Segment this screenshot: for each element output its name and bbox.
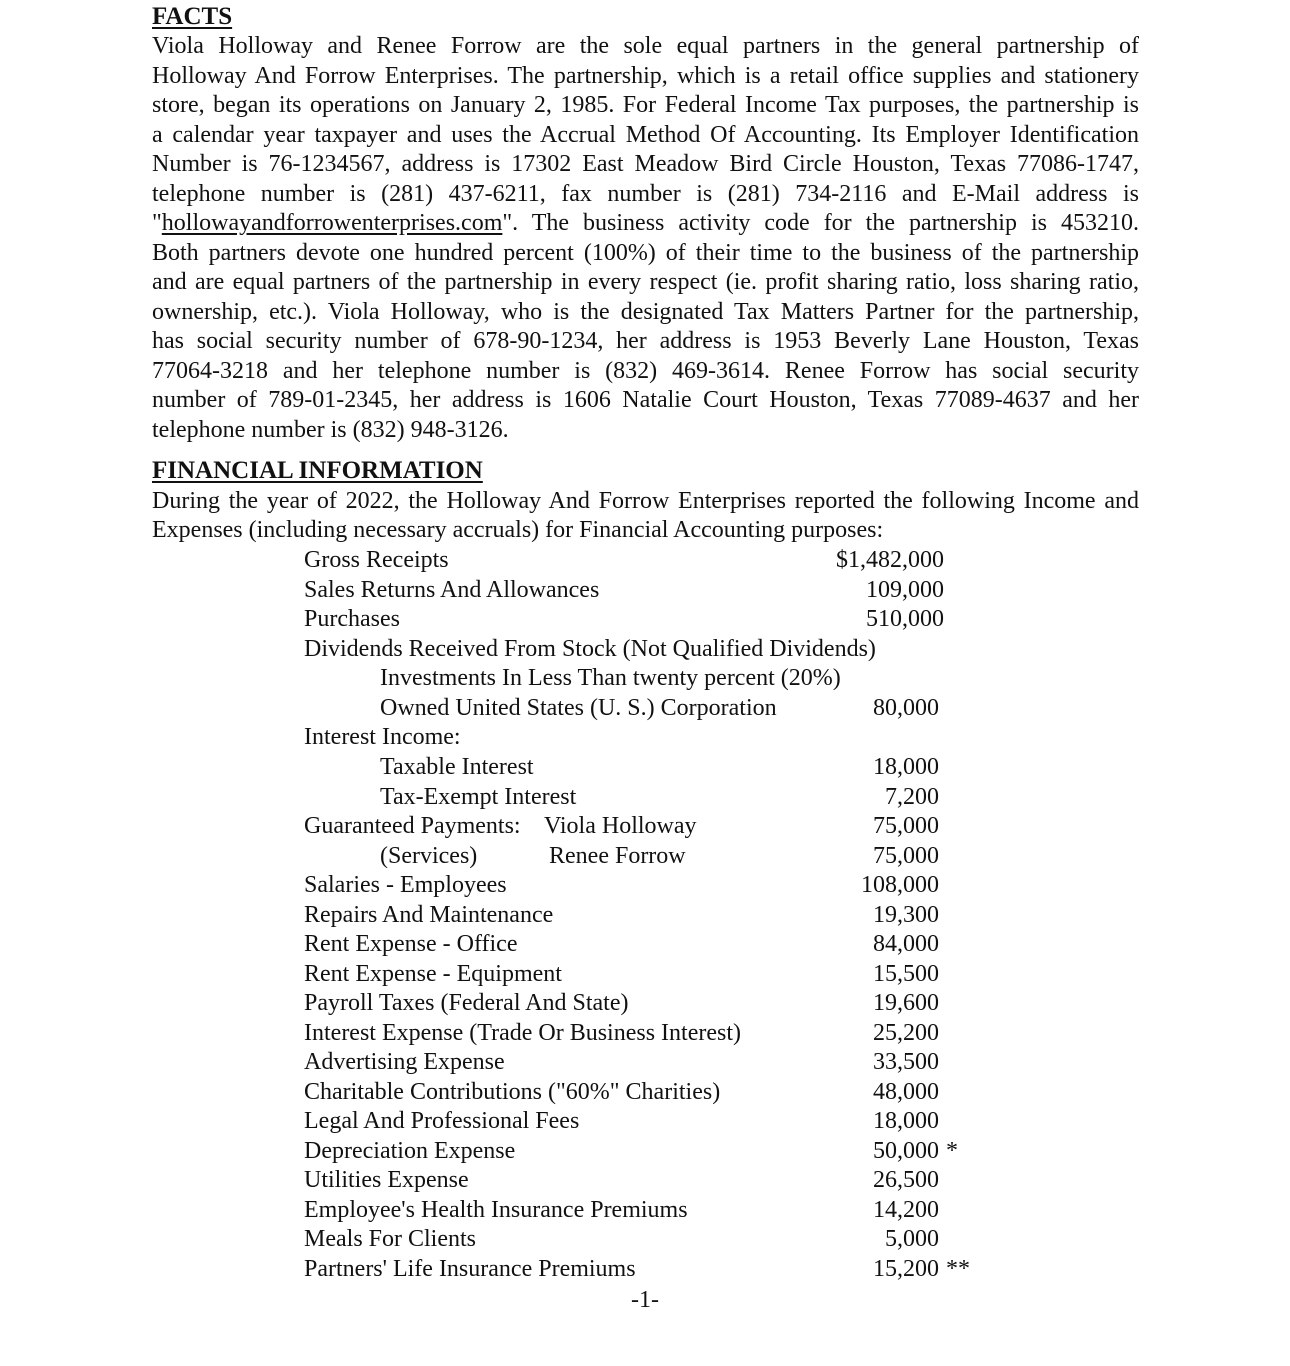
facts-line: Holloway And Forrow Enterprises. The partnership, which is a retail office supplies and stationery xyxy=(152,63,1139,89)
income-expense-row xyxy=(0,1018,1290,1048)
item-label: Tax-Exempt Interest xyxy=(380,784,577,810)
item-label: Gross Receipts xyxy=(304,547,449,573)
item-label: Depreciation Expense xyxy=(304,1138,516,1164)
item-amount: 33,500 xyxy=(873,1049,939,1075)
income-expense-row xyxy=(0,841,1290,871)
item-label: Rent Expense - Office xyxy=(304,931,518,957)
facts-line: Viola Holloway and Renee Forrow are the sole equal partners in the general partnership of xyxy=(152,33,1139,59)
item-label: Legal And Professional Fees xyxy=(304,1108,580,1134)
page-number: -1- xyxy=(631,1287,659,1313)
item-label: Employee's Health Insurance Premiums xyxy=(304,1197,688,1223)
facts-line: store, began its operations on January 2, 1985. For Federal Income Tax purposes, the partnership is xyxy=(152,92,1139,118)
item-amount: 80,000 xyxy=(873,695,939,721)
item-amount: 15,500 xyxy=(873,961,939,987)
item-amount: 75,000 xyxy=(873,813,939,839)
item-label: Partners' Life Insurance Premiums xyxy=(304,1256,636,1282)
item-amount: 75,000 xyxy=(873,843,939,869)
facts-line: ownership, etc.). Viola Holloway, who is the designated Tax Matters Partner for the partnership, xyxy=(152,299,1139,325)
income-expense-row xyxy=(0,634,1290,664)
income-expense-row xyxy=(0,1254,1290,1284)
footnote-marker: * xyxy=(946,1138,958,1164)
facts-line: a calendar year taxpayer and uses the Accrual Method Of Accounting. Its Employer Identification xyxy=(152,122,1139,148)
facts-line: has social security number of 678-90-1234, her address is 1953 Beverly Lane Houston, Texas xyxy=(152,328,1139,354)
item-amount: 26,500 xyxy=(873,1167,939,1193)
financial-heading: FINANCIAL INFORMATION xyxy=(152,457,483,484)
income-expense-row xyxy=(0,663,1290,693)
item-amount: 5,000 xyxy=(885,1226,939,1252)
income-expense-row xyxy=(0,693,1290,723)
income-expense-row xyxy=(0,811,1290,841)
item-label: Dividends Received From Stock (Not Qualified Dividends) xyxy=(304,636,876,662)
footnote-marker: ** xyxy=(946,1256,970,1282)
item-amount: 50,000 xyxy=(873,1138,939,1164)
item-label: Guaranteed Payments: xyxy=(304,813,521,839)
income-expense-row xyxy=(0,722,1290,752)
facts-line: telephone number is (832) 948-3126. xyxy=(152,417,509,443)
income-expense-row xyxy=(0,929,1290,959)
income-expense-row xyxy=(0,1077,1290,1107)
item-label: Meals For Clients xyxy=(304,1226,476,1252)
item-label: Salaries - Employees xyxy=(304,872,507,898)
facts-line: Number is 76-1234567, address is 17302 East Meadow Bird Circle Houston, Texas 77086-1747, xyxy=(152,151,1139,177)
item-label: Advertising Expense xyxy=(304,1049,505,1075)
income-expense-row xyxy=(0,870,1290,900)
income-expense-row xyxy=(0,988,1290,1018)
quote-mark: " xyxy=(152,210,162,236)
item-label: Charitable Contributions ("60%" Charities) xyxy=(304,1079,721,1105)
item-label: Taxable Interest xyxy=(380,754,534,780)
income-expense-row xyxy=(0,1047,1290,1077)
email-address-link[interactable]: hollowayandforrowenterprises.com xyxy=(161,210,503,236)
financial-intro-line: Expenses (including necessary accruals) for Financial Accounting purposes: xyxy=(152,517,884,543)
item-label: Owned United States (U. S.) Corporation xyxy=(380,695,777,721)
facts-email-line xyxy=(152,208,1139,238)
partner-name: Renee Forrow xyxy=(549,843,686,869)
item-amount: 7,200 xyxy=(885,784,939,810)
item-label: Purchases xyxy=(304,606,400,632)
item-amount: 84,000 xyxy=(873,931,939,957)
income-expense-row xyxy=(0,545,1290,575)
item-label: (Services) xyxy=(380,843,478,869)
item-amount: 14,200 xyxy=(873,1197,939,1223)
item-amount: 18,000 xyxy=(873,754,939,780)
income-expense-row xyxy=(0,604,1290,634)
item-label: Interest Income: xyxy=(304,724,461,750)
item-amount: 109,000 xyxy=(866,577,944,603)
item-amount: 18,000 xyxy=(873,1108,939,1134)
item-label: Payroll Taxes (Federal And State) xyxy=(304,990,629,1016)
facts-line: Both partners devote one hundred percent (100%) of their time to the business of the partnership xyxy=(152,240,1139,266)
facts-line: and are equal partners of the partnership in every respect (ie. profit sharing ratio, loss sharing ratio, xyxy=(152,269,1139,295)
income-expense-row xyxy=(0,959,1290,989)
partner-name: Viola Holloway xyxy=(544,813,697,839)
facts-line: telephone number is (281) 437-6211, fax number is (281) 734-2116 and E-Mail address is xyxy=(152,181,1139,207)
item-amount: 108,000 xyxy=(861,872,939,898)
item-label: Interest Expense (Trade Or Business Interest) xyxy=(304,1020,742,1046)
income-expense-row xyxy=(0,575,1290,605)
facts-line: 77064-3218 and her telephone number is (832) 469-3614. Renee Forrow has social security xyxy=(152,358,1139,384)
income-expense-row xyxy=(0,1106,1290,1136)
item-amount: 25,200 xyxy=(873,1020,939,1046)
facts-line: number of 789-01-2345, her address is 1606 Natalie Court Houston, Texas 77089-4637 and her xyxy=(152,387,1139,413)
income-expense-row xyxy=(0,782,1290,812)
item-label: Utilities Expense xyxy=(304,1167,469,1193)
item-amount: $1,482,000 xyxy=(836,547,944,573)
income-expense-row xyxy=(0,1224,1290,1254)
item-amount: 19,600 xyxy=(873,990,939,1016)
income-expense-row xyxy=(0,900,1290,930)
email-line-rest: ". The business activity code for the partnership is 453210. xyxy=(502,210,1139,236)
item-label: Investments In Less Than twenty percent (20%) xyxy=(380,665,841,691)
income-expense-row xyxy=(0,1165,1290,1195)
facts-heading: FACTS xyxy=(152,3,233,30)
item-amount: 510,000 xyxy=(866,606,944,632)
income-expense-row xyxy=(0,752,1290,782)
income-expense-row xyxy=(0,1195,1290,1225)
item-amount: 15,200 xyxy=(873,1256,939,1282)
item-label: Repairs And Maintenance xyxy=(304,902,554,928)
item-amount: 48,000 xyxy=(873,1079,939,1105)
item-amount: 19,300 xyxy=(873,902,939,928)
item-label: Sales Returns And Allowances xyxy=(304,577,600,603)
item-label: Rent Expense - Equipment xyxy=(304,961,562,987)
income-expense-row xyxy=(0,1136,1290,1166)
financial-intro-line: During the year of 2022, the Holloway And Forrow Enterprises reported the following Income and xyxy=(152,488,1139,514)
